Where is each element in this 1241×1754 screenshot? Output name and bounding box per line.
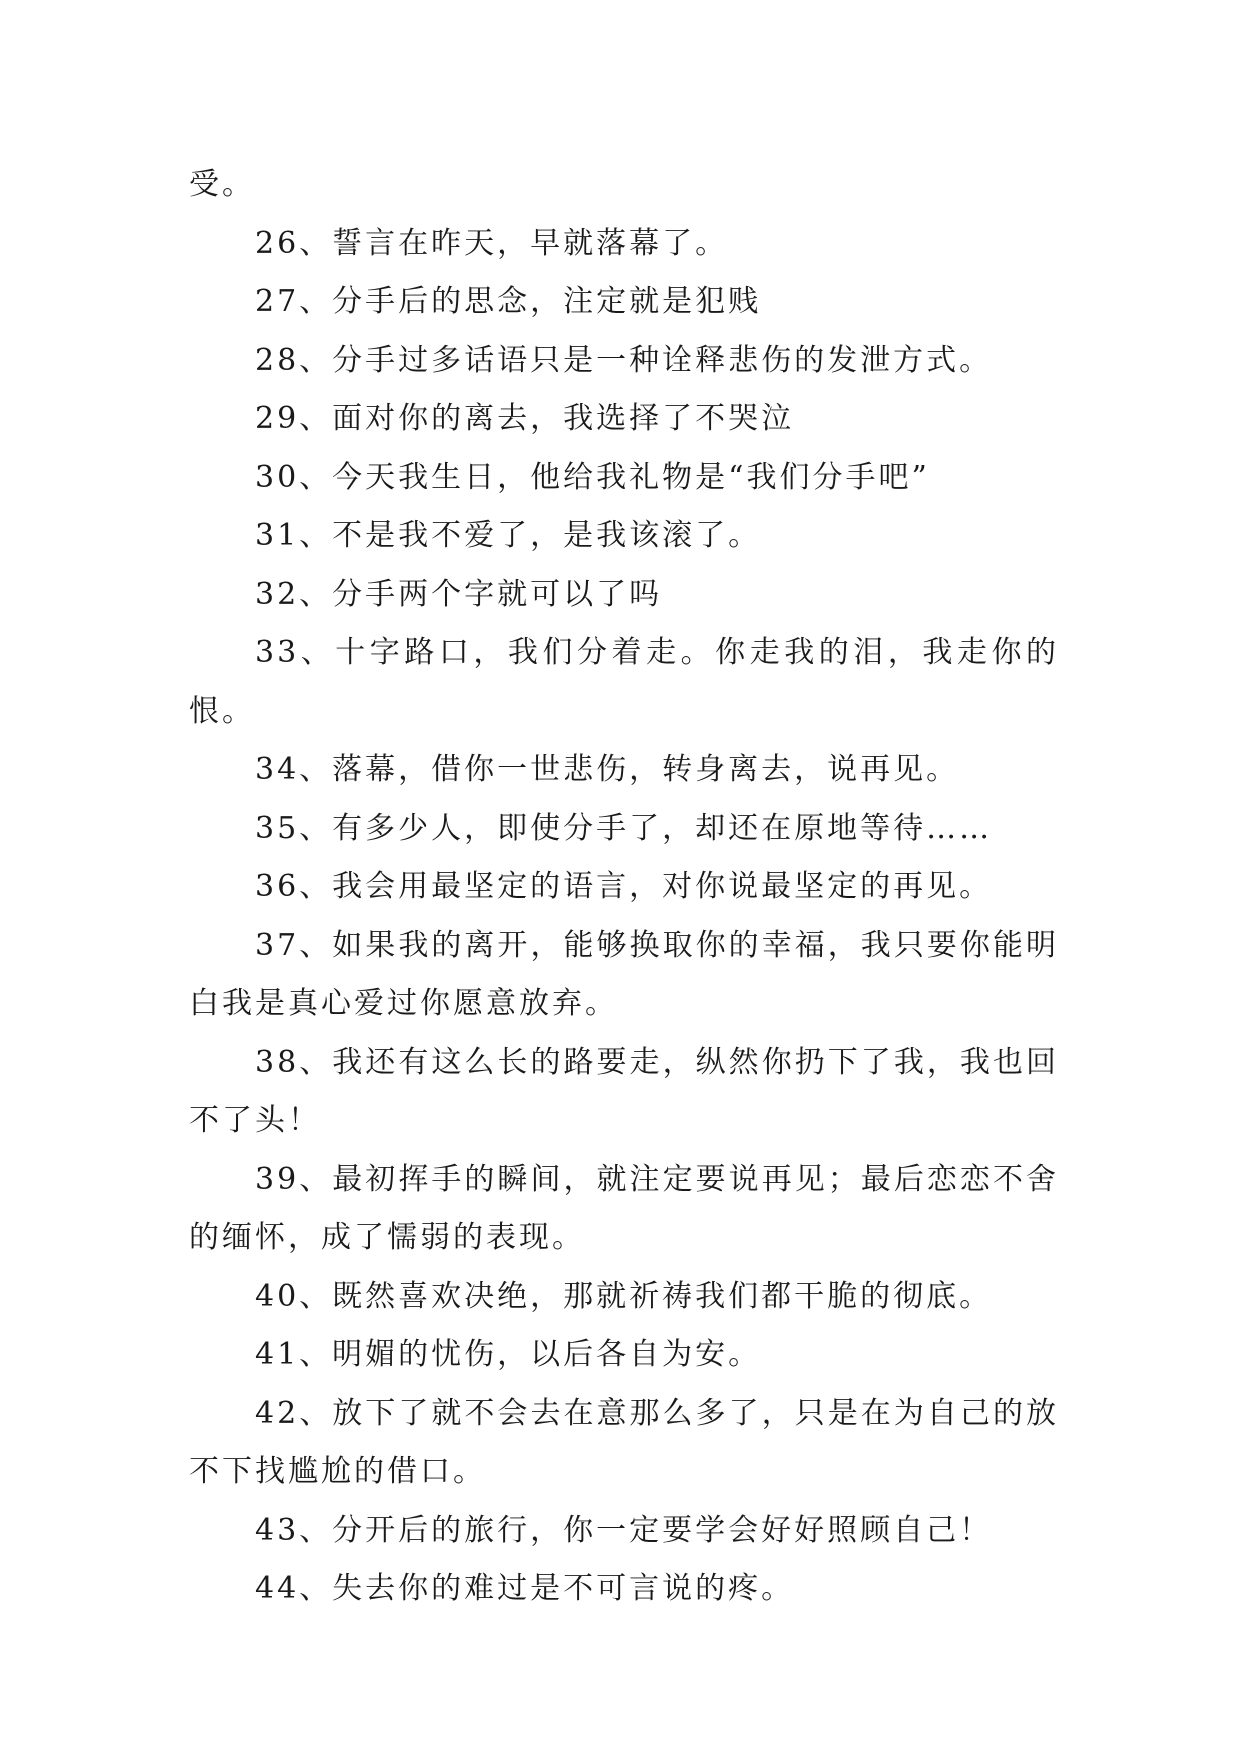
paragraph-26: 26、誓言在昨天，早就落幕了。 — [255, 225, 729, 261]
paragraph-29: 29、面对你的离去，我选择了不哭泣 — [255, 401, 795, 436]
paragraph-28: 28、分手过多话语只是一种诠释悲伤的发泄方式。 — [255, 342, 993, 378]
paragraph-30: 30、今天我生日，他给我礼物是“我们分手吧” — [255, 459, 930, 495]
paragraph-27: 27、分手后的思念，注定就是犯贱 — [255, 284, 762, 319]
paragraph-35: 35、有多少人，即使分手了，却还在原地等待…… — [255, 810, 993, 846]
paragraph-39: 39、最初挥手的瞬间，就注定要说再见；最后恋恋不舍的缅怀，成了懦弱的表现。 — [189, 1161, 1059, 1255]
paragraph-37: 37、如果我的离开，能够换取你的幸福，我只要你能明白我是真心爱过你愿意放弃。 — [189, 927, 1059, 1021]
paragraph-42: 42、放下了就不会去在意那么多了，只是在为自己的放不下找尴尬的借口。 — [189, 1395, 1059, 1489]
paragraph-41: 41、明媚的忧伤，以后各自为安。 — [255, 1337, 762, 1372]
paragraph-32: 32、分手两个字就可以了吗 — [255, 576, 663, 612]
paragraph-43: 43、分开后的旅行，你一定要学会好好照顾自己！ — [255, 1512, 993, 1548]
paragraph-31: 31、不是我不爱了，是我该滚了。 — [255, 518, 762, 553]
paragraph-34: 34、落幕，借你一世悲伤，转身离去，说再见。 — [255, 752, 960, 787]
paragraph-44: 44、失去你的难过是不可言说的疼。 — [255, 1571, 795, 1606]
paragraph-33: 33、十字路口，我们分着走。你走我的泪，我走你的恨。 — [189, 635, 1059, 729]
paragraph-40: 40、既然喜欢决绝，那就祈祷我们都干脆的彻底。 — [255, 1278, 993, 1314]
paragraph-38: 38、我还有这么长的路要走，纵然你扔下了我，我也回不了头！ — [189, 1044, 1059, 1138]
document-body — [189, 156, 1059, 1619]
paragraph-continuation: 受。 — [189, 167, 255, 202]
paragraph-36: 36、我会用最坚定的语言，对你说最坚定的再见。 — [255, 869, 993, 904]
